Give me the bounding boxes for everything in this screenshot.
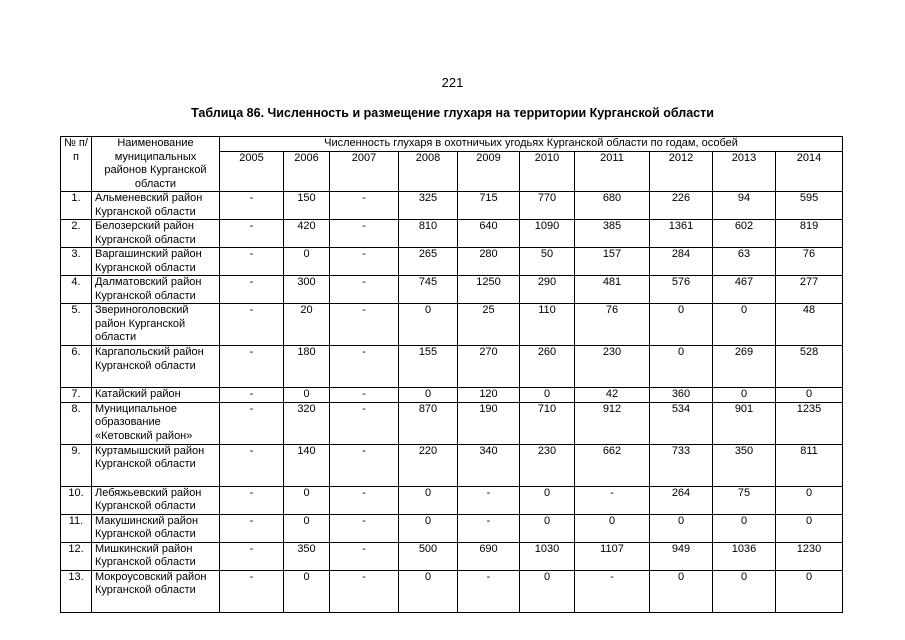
cell-value: - <box>330 542 399 570</box>
cell-value: 264 <box>650 486 713 514</box>
cell-value: - <box>220 346 284 388</box>
cell-value: 0 <box>776 486 843 514</box>
row-district-name: Лебяжьевский район Курганской области <box>92 486 220 514</box>
cell-value: 0 <box>284 514 330 542</box>
cell-value: 690 <box>458 542 520 570</box>
row-district-name: Мишкинский район Курганской области <box>92 542 220 570</box>
row-district-name: Каргапольский район Курганской области <box>92 346 220 388</box>
cell-value: 0 <box>399 304 458 346</box>
row-num: 4. <box>61 276 92 304</box>
cell-value: 0 <box>776 388 843 403</box>
row-num: 11. <box>61 514 92 542</box>
table-row <box>61 402 843 444</box>
cell-value: 269 <box>713 346 776 388</box>
cell-value: 901 <box>713 402 776 444</box>
cell-value: 0 <box>399 514 458 542</box>
table-row <box>61 304 843 346</box>
cell-value: 320 <box>284 402 330 444</box>
cell-value: 0 <box>399 388 458 403</box>
cell-value: - <box>220 444 284 486</box>
header-year: 2012 <box>650 151 713 191</box>
cell-value: 481 <box>575 276 650 304</box>
row-num: 10. <box>61 486 92 514</box>
cell-value: 63 <box>713 248 776 276</box>
cell-value: 1107 <box>575 542 650 570</box>
cell-value: 48 <box>776 304 843 346</box>
cell-value: 0 <box>713 388 776 403</box>
cell-value: - <box>575 486 650 514</box>
cell-value: - <box>220 248 284 276</box>
cell-value: 0 <box>575 514 650 542</box>
row-num: 1. <box>61 192 92 220</box>
cell-value: 0 <box>284 570 330 612</box>
row-district-name: Белозерский район Курганской области <box>92 220 220 248</box>
row-district-name: Альменевский район Курганской области <box>92 192 220 220</box>
header-name: Наименование муниципальных районов Курганской области <box>92 137 220 192</box>
table-row <box>61 486 843 514</box>
cell-value: 360 <box>650 388 713 403</box>
header-year: 2006 <box>284 151 330 191</box>
table-row <box>61 276 843 304</box>
cell-value: - <box>575 570 650 612</box>
cell-value: - <box>220 276 284 304</box>
row-num: 9. <box>61 444 92 486</box>
cell-value: - <box>220 192 284 220</box>
cell-value: 25 <box>458 304 520 346</box>
cell-value: 0 <box>284 486 330 514</box>
cell-value: 270 <box>458 346 520 388</box>
cell-value: 0 <box>520 388 575 403</box>
population-table <box>60 136 843 613</box>
cell-value: 770 <box>520 192 575 220</box>
header-num: № п/п <box>61 137 92 192</box>
row-num: 7. <box>61 388 92 403</box>
header-year: 2009 <box>458 151 520 191</box>
cell-value: 715 <box>458 192 520 220</box>
row-district-name: Куртамышский район Курганской области <box>92 444 220 486</box>
cell-value: - <box>458 570 520 612</box>
cell-value: - <box>220 304 284 346</box>
cell-value: 710 <box>520 402 575 444</box>
cell-value: 42 <box>575 388 650 403</box>
row-district-name: Варгашинский район Курганской области <box>92 248 220 276</box>
cell-value: 1090 <box>520 220 575 248</box>
cell-value: 0 <box>399 486 458 514</box>
cell-value: 528 <box>776 346 843 388</box>
row-district-name: Мокроусовский район Курганской области <box>92 570 220 612</box>
row-district-name: Макушинский район Курганской области <box>92 514 220 542</box>
header-year: 2011 <box>575 151 650 191</box>
table-body <box>61 192 843 613</box>
table-row <box>61 542 843 570</box>
cell-value: - <box>330 402 399 444</box>
cell-value: 467 <box>713 276 776 304</box>
cell-value: 662 <box>575 444 650 486</box>
row-num: 12. <box>61 542 92 570</box>
cell-value: - <box>220 220 284 248</box>
row-district-name: Звериноголовский район Курганской области <box>92 304 220 346</box>
cell-value: 277 <box>776 276 843 304</box>
cell-value: - <box>330 570 399 612</box>
cell-value: 0 <box>776 514 843 542</box>
cell-value: 280 <box>458 248 520 276</box>
header-year: 2013 <box>713 151 776 191</box>
cell-value: 0 <box>650 514 713 542</box>
cell-value: 76 <box>776 248 843 276</box>
cell-value: 0 <box>284 248 330 276</box>
cell-value: 0 <box>713 304 776 346</box>
table-row <box>61 220 843 248</box>
cell-value: 1036 <box>713 542 776 570</box>
cell-value: - <box>330 192 399 220</box>
table-row <box>61 346 843 388</box>
cell-value: 120 <box>458 388 520 403</box>
cell-value: - <box>330 388 399 403</box>
cell-value: 733 <box>650 444 713 486</box>
cell-value: - <box>458 486 520 514</box>
header-year: 2008 <box>399 151 458 191</box>
table-row <box>61 388 843 403</box>
cell-value: - <box>220 388 284 403</box>
cell-value: 190 <box>458 402 520 444</box>
cell-value: 534 <box>650 402 713 444</box>
cell-value: - <box>220 486 284 514</box>
cell-value: 226 <box>650 192 713 220</box>
cell-value: 50 <box>520 248 575 276</box>
cell-value: 230 <box>575 346 650 388</box>
cell-value: - <box>220 570 284 612</box>
cell-value: 0 <box>650 570 713 612</box>
cell-value: 300 <box>284 276 330 304</box>
cell-value: 819 <box>776 220 843 248</box>
cell-value: 870 <box>399 402 458 444</box>
cell-value: 1250 <box>458 276 520 304</box>
cell-value: 1230 <box>776 542 843 570</box>
row-num: 8. <box>61 402 92 444</box>
cell-value: 350 <box>284 542 330 570</box>
row-num: 2. <box>61 220 92 248</box>
cell-value: 745 <box>399 276 458 304</box>
table-row <box>61 192 843 220</box>
cell-value: 1235 <box>776 402 843 444</box>
cell-value: 0 <box>520 514 575 542</box>
table-row <box>61 248 843 276</box>
table-row <box>61 444 843 486</box>
cell-value: 325 <box>399 192 458 220</box>
cell-value: 1361 <box>650 220 713 248</box>
header-year: 2014 <box>776 151 843 191</box>
cell-value: 949 <box>650 542 713 570</box>
row-district-name: Катайский район <box>92 388 220 403</box>
cell-value: 180 <box>284 346 330 388</box>
cell-value: 284 <box>650 248 713 276</box>
cell-value: 94 <box>713 192 776 220</box>
header-year: 2005 <box>220 151 284 191</box>
cell-value: 0 <box>713 570 776 612</box>
cell-value: 576 <box>650 276 713 304</box>
row-district-name: Далматовский район Курганской области <box>92 276 220 304</box>
cell-value: 265 <box>399 248 458 276</box>
cell-value: - <box>330 304 399 346</box>
cell-value: - <box>330 444 399 486</box>
cell-value: 0 <box>713 514 776 542</box>
cell-value: 76 <box>575 304 650 346</box>
header-group: Численность глухаря в охотничьих угодьях Курганской области по годам, особей <box>220 137 843 152</box>
table-row <box>61 514 843 542</box>
cell-value: 0 <box>650 304 713 346</box>
cell-value: 0 <box>520 486 575 514</box>
cell-value: - <box>330 346 399 388</box>
cell-value: 680 <box>575 192 650 220</box>
cell-value: 20 <box>284 304 330 346</box>
cell-value: 0 <box>650 346 713 388</box>
header-year: 2007 <box>330 151 399 191</box>
cell-value: 75 <box>713 486 776 514</box>
cell-value: 230 <box>520 444 575 486</box>
cell-value: 260 <box>520 346 575 388</box>
cell-value: 0 <box>520 570 575 612</box>
cell-value: 500 <box>399 542 458 570</box>
cell-value: 220 <box>399 444 458 486</box>
cell-value: 912 <box>575 402 650 444</box>
page-number: 221 <box>441 75 464 90</box>
cell-value: - <box>330 248 399 276</box>
cell-value: 157 <box>575 248 650 276</box>
cell-value: 1030 <box>520 542 575 570</box>
cell-value: 0 <box>399 570 458 612</box>
cell-value: 350 <box>713 444 776 486</box>
cell-value: - <box>220 514 284 542</box>
row-district-name: Муниципальное образование «Кетовский район» <box>92 402 220 444</box>
cell-value: 340 <box>458 444 520 486</box>
cell-value: 110 <box>520 304 575 346</box>
table-title: Таблица 86. Численность и размещение глухаря на территории Курганской области <box>191 106 714 120</box>
cell-value: - <box>220 402 284 444</box>
header-year: 2010 <box>520 151 575 191</box>
cell-value: - <box>330 514 399 542</box>
table-row <box>61 570 843 612</box>
cell-value: 155 <box>399 346 458 388</box>
cell-value: 810 <box>399 220 458 248</box>
cell-value: - <box>458 514 520 542</box>
row-num: 3. <box>61 248 92 276</box>
cell-value: - <box>330 220 399 248</box>
cell-value: 420 <box>284 220 330 248</box>
cell-value: 385 <box>575 220 650 248</box>
cell-value: 0 <box>776 570 843 612</box>
cell-value: 602 <box>713 220 776 248</box>
cell-value: 595 <box>776 192 843 220</box>
cell-value: 140 <box>284 444 330 486</box>
row-num: 13. <box>61 570 92 612</box>
cell-value: - <box>330 276 399 304</box>
cell-value: 640 <box>458 220 520 248</box>
cell-value: 0 <box>284 388 330 403</box>
row-num: 5. <box>61 304 92 346</box>
cell-value: - <box>330 486 399 514</box>
row-num: 6. <box>61 346 92 388</box>
cell-value: 811 <box>776 444 843 486</box>
cell-value: 150 <box>284 192 330 220</box>
cell-value: 290 <box>520 276 575 304</box>
cell-value: - <box>220 542 284 570</box>
